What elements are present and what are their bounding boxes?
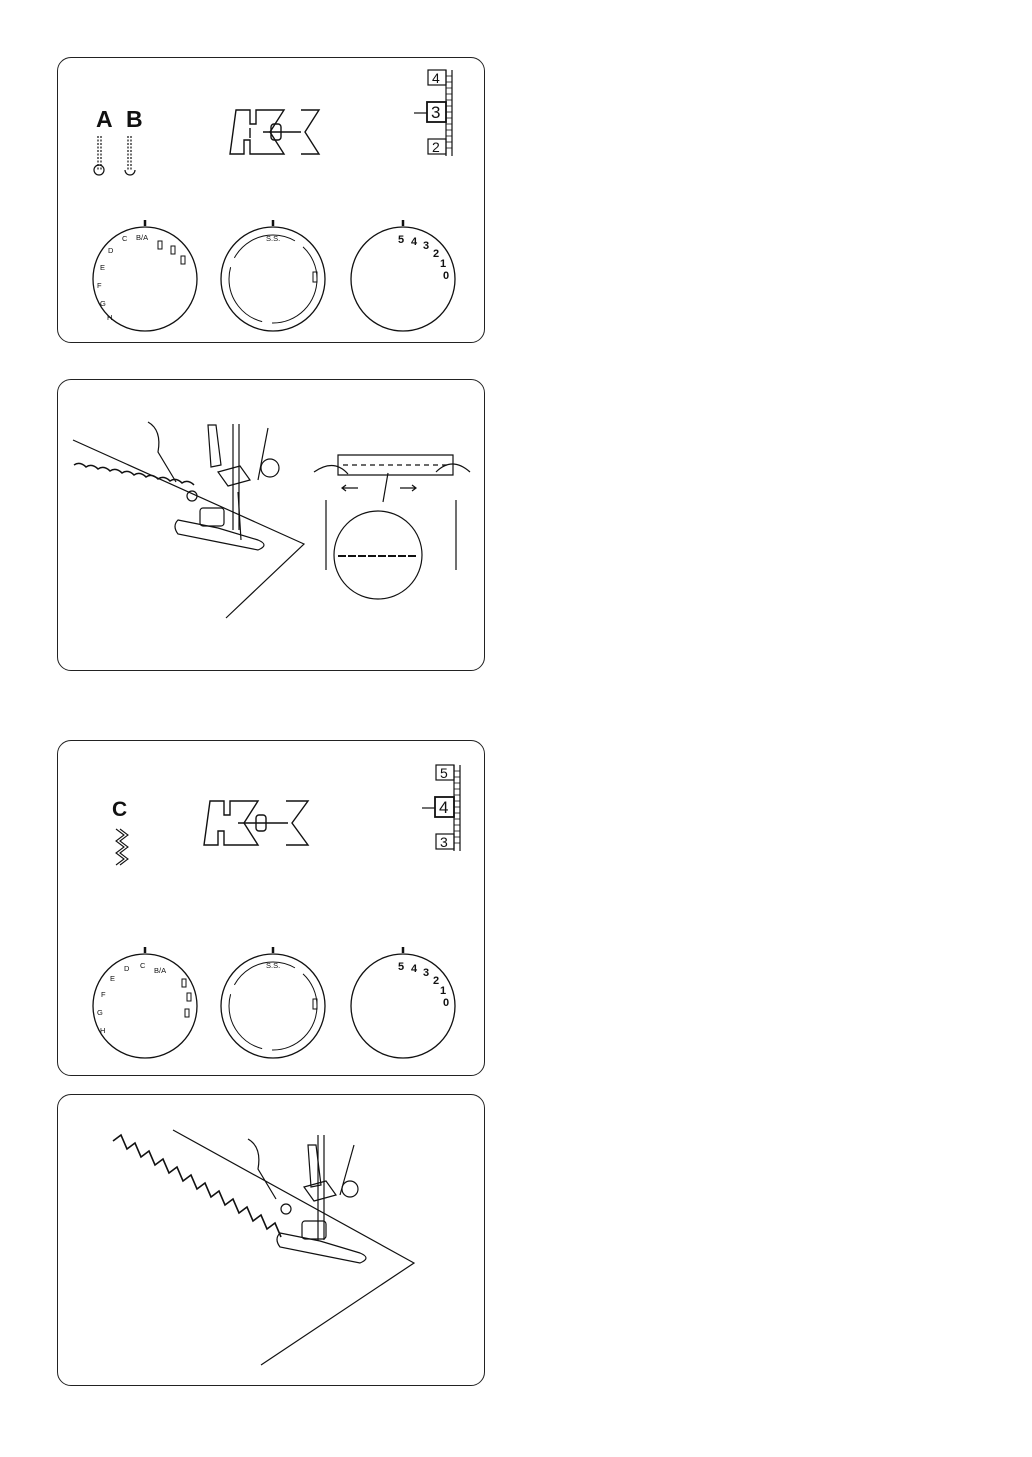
dial-label-g: G <box>97 1008 103 1017</box>
tension-number-4: 4 <box>411 963 418 975</box>
buttonhole-icons <box>158 241 185 264</box>
tension-number-4: 4 <box>411 236 418 248</box>
dial-label-c: C <box>140 961 146 970</box>
dial-label-h: H <box>107 313 113 322</box>
panel1-illustration <box>58 58 486 344</box>
tension-number-2: 2 <box>433 248 440 260</box>
dial-label-c: C <box>122 234 128 243</box>
dial-label-h: H <box>100 1026 106 1035</box>
dial-label-e: E <box>110 974 116 983</box>
panel3-illustration <box>58 741 486 1077</box>
tension-number-0: 0 <box>443 997 450 1009</box>
pattern-letter-b: B <box>126 106 143 132</box>
gauge-number-top: 5 <box>440 765 448 781</box>
dial-label-f: F <box>97 281 102 290</box>
sewing-illustration-panel-straight <box>57 379 485 671</box>
tension-number-5: 5 <box>398 961 405 973</box>
gauge-number-selected: 4 <box>439 798 449 817</box>
presser-foot-drawing <box>175 520 264 550</box>
straight-stitch-icon-a <box>94 136 104 175</box>
gauge-number-bottom: 2 <box>432 139 440 155</box>
sewing-illustration-panel-zigzag <box>57 1094 485 1386</box>
tension-number-0: 0 <box>443 270 450 282</box>
zigzag-stitch-icon <box>116 829 128 865</box>
gauge-number-bottom: 3 <box>440 834 448 850</box>
straight-stitch-icon-b <box>125 136 135 175</box>
tension-number-5: 5 <box>398 234 405 246</box>
zigzag-presser-foot-icon <box>204 801 308 845</box>
presser-foot-icon <box>230 110 319 154</box>
tension-number-3: 3 <box>423 240 430 252</box>
dial-label-ba: B/A <box>136 233 149 242</box>
dial-label-ss: S.S. <box>266 961 281 970</box>
zigzag-sewing-illustration <box>58 1095 486 1387</box>
zigzag-stitch-line <box>113 1135 281 1237</box>
dial-label-d: D <box>124 964 130 973</box>
tension-number-3: 3 <box>423 967 430 979</box>
dial-label-ss: S.S. <box>266 234 281 243</box>
tension-number-2: 2 <box>433 975 440 987</box>
dial-label-ba: B/A <box>154 966 167 975</box>
buttonhole-icons <box>182 979 191 1017</box>
pattern-letter-a: A <box>96 106 113 132</box>
pattern-letter-c: C <box>112 798 128 821</box>
presser-foot-drawing <box>277 1233 366 1263</box>
fabric-outline <box>73 440 304 618</box>
gauge-number-selected: 3 <box>431 103 441 122</box>
settings-panel-straight <box>57 57 485 343</box>
dial-label-d: D <box>108 246 114 255</box>
tension-number-1: 1 <box>440 258 447 270</box>
dial-label-g: G <box>100 299 106 308</box>
needle-clamp <box>308 1145 321 1187</box>
dial-label-e: E <box>100 263 106 272</box>
straight-stitch-sewing-illustration <box>58 380 486 672</box>
settings-panel-zigzag <box>57 740 485 1076</box>
gauge-number-top: 4 <box>432 70 440 86</box>
needle-clamp <box>208 425 221 467</box>
dial-label-f: F <box>101 990 106 999</box>
tension-number-1: 1 <box>440 985 447 997</box>
fabric-outline <box>173 1130 414 1365</box>
